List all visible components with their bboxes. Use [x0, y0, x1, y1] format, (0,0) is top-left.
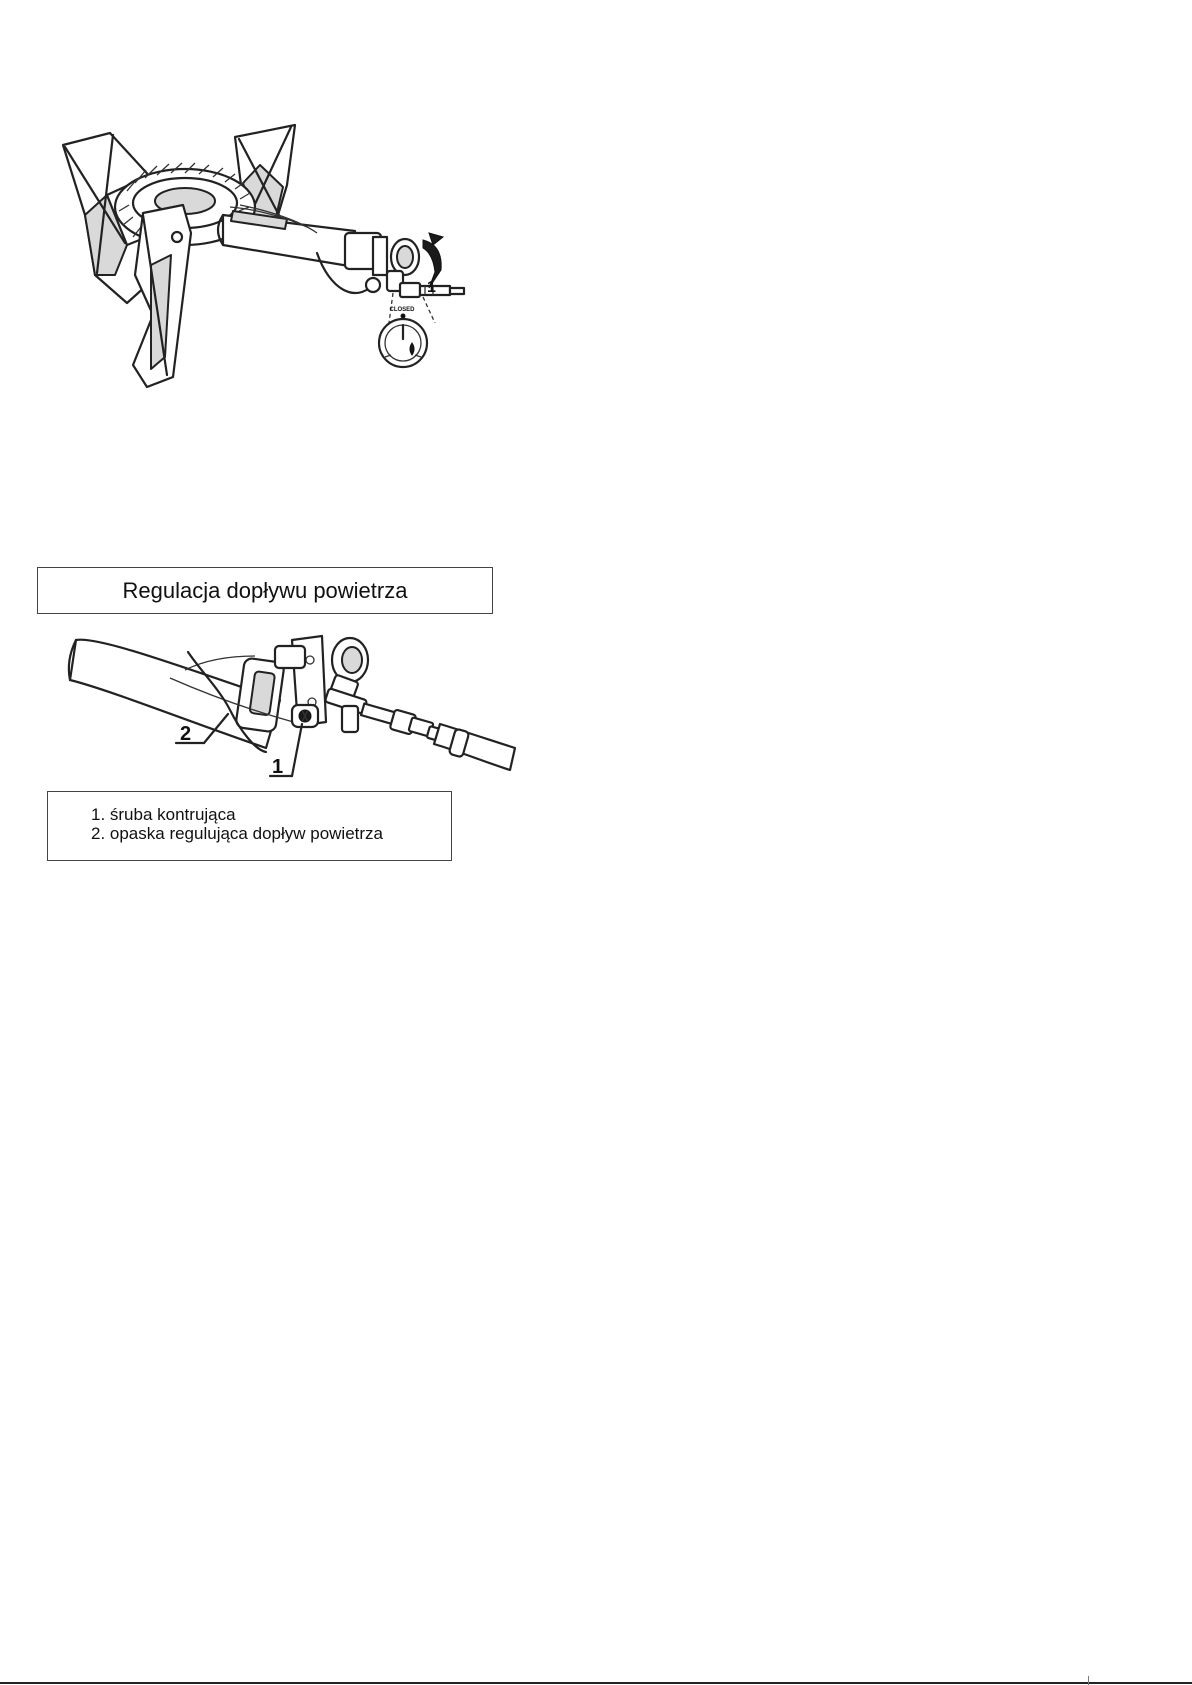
dial-closed-label: CLOSED: [389, 307, 415, 313]
figure2-title: Regulacja dopływu powietrza: [37, 567, 493, 614]
burner-assembly-illustration: [55, 125, 500, 400]
figure2-legend: [47, 791, 452, 861]
callout-1-fig1: 1: [427, 279, 436, 296]
callout-1-fig2: 1: [272, 756, 284, 778]
control-dial-detail: [379, 307, 427, 367]
callout-2-fig2: 2: [180, 723, 192, 745]
page-bottom-rule: [0, 1682, 1192, 1684]
legend-item-2: 2. opaska regulująca dopływ powietrza: [91, 824, 384, 843]
page-corner-tick: [1088, 1676, 1089, 1685]
gas-hose: [434, 724, 515, 770]
front-leg: [133, 205, 191, 387]
lock-screw: [292, 705, 318, 727]
burner-tube: [218, 205, 355, 267]
gas-inlet-pipe: [325, 688, 446, 742]
legend-item-1: 1. śruba kontrująca: [91, 805, 236, 824]
